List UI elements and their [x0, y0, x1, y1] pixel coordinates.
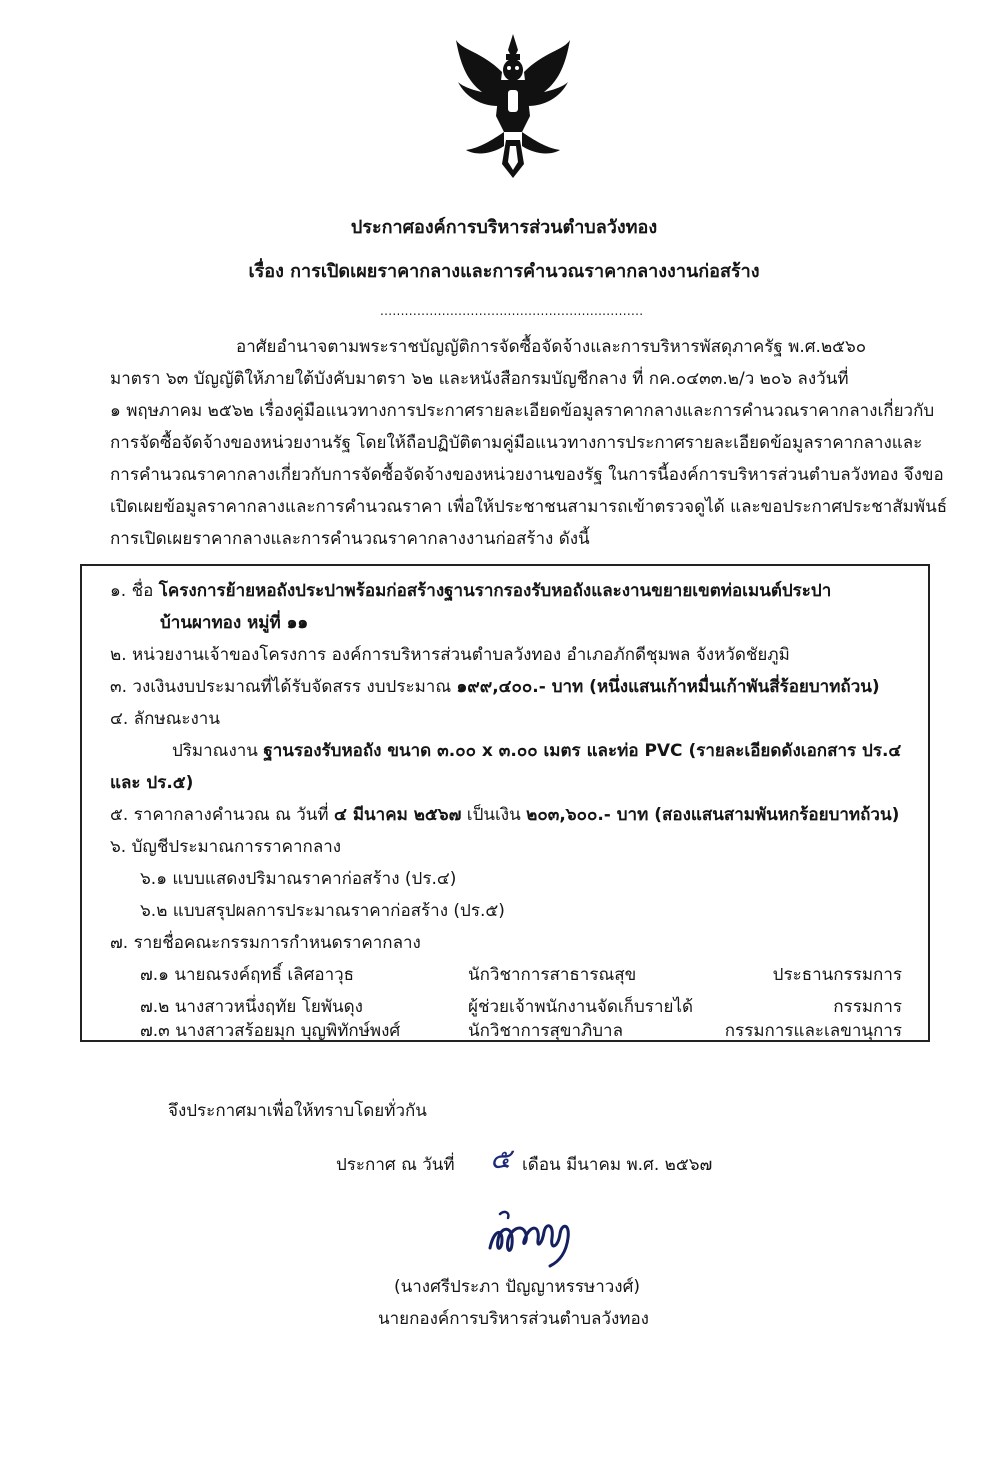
document-title: ประกาศองค์การบริหารส่วนตำบลวังทอง [350, 217, 658, 238]
intro-line: เปิดเผยข้อมูลราคากลางและการคำนวณราคา เพื่อให้ประชาชนสามารถเข้าตรวจดูได้ และขอประกาศประชาสัมพันธ์ [110, 497, 948, 517]
item-4-detail [172, 740, 901, 762]
signature-image [480, 1200, 580, 1270]
intro-line: อาศัยอำนาจตามพระราชบัญญัติการจัดซื้อจัดจ้างและการบริหารพัสดุภาครัฐ พ.ศ.๒๕๖๐ [236, 337, 867, 357]
item-1 [110, 580, 831, 602]
item-4-detail-cont: และ ปร.๕) [110, 773, 194, 793]
item-6-2: ๖.๒ แบบสรุปผลการประมาณราคาก่อสร้าง (ปร.๕) [140, 901, 505, 921]
committee-position: นักวิชาการสาธารณสุข [468, 965, 637, 985]
item-5 [110, 804, 899, 826]
announce-date-prefix: ประกาศ ณ วันที่ [336, 1155, 455, 1175]
title-divider: ................................................................ [380, 304, 644, 318]
item-2: ๒. หน่วยงานเจ้าของโครงการ องค์การบริหารส่วนตำบลวังทอง อำเภอภักดีชุมพล จังหวัดชัยภูมิ [110, 645, 790, 665]
announce-day-handwritten: ๕ [490, 1142, 512, 1175]
document-subject: เรื่อง การเปิดเผยราคากลางและการคำนวณราคากลางงานก่อสร้าง [248, 261, 760, 282]
announcement-text: จึงประกาศมาเพื่อให้ทราบโดยทั่วกัน [168, 1101, 427, 1121]
item-4-detail-prefix: ปริมาณงาน [172, 741, 264, 761]
intro-line: มาตรา ๖๓ บัญญัติให้ภายใต้บังคับมาตรา ๖๒ และหนังสือกรมบัญชีกลาง ที่ กค.๐๔๓๓.๒/ว ๒๐๖ ลงวันที่ [110, 369, 849, 389]
project-name-cont: บ้านผาทอง หมู่ที่ ๑๑ [160, 613, 309, 633]
committee-name: ๗.๓ นางสาวสร้อยมุก บุญพิทักษ์พงศ์ [140, 1021, 401, 1041]
work-quantity: ฐานรองรับหอถัง ขนาด ๓.๐๐ x ๓.๐๐ เมตร และท่อ PVC (รายละเอียดดังเอกสาร ปร.๔ [263, 741, 902, 761]
committee-position: ผู้ช่วยเจ้าพนักงานจัดเก็บรายได้ [468, 997, 694, 1017]
median-price: ๒๐๓,๖๐๐.- บาท (สองแสนสามพันหกร้อยบาทถ้วน) [526, 805, 900, 825]
committee-name: ๗.๒ นางสาวหนึ่งฤทัย โยพันดุง [140, 997, 363, 1017]
committee-role: ประธานกรรมการ [772, 965, 902, 985]
item-3 [110, 676, 880, 698]
item-7: ๗. รายชื่อคณะกรรมการกำหนดราคากลาง [110, 933, 421, 953]
item-1-prefix: ๑. ชื่อ [110, 581, 159, 601]
committee-position: นักวิชาการสุขาภิบาล [468, 1021, 624, 1041]
item-4: ๔. ลักษณะงาน [110, 709, 220, 729]
project-name: โครงการย้ายหอถังประปาพร้อมก่อสร้างฐานรากรองรับหอถังและงานขยายเขตท่อเมนต์ประปา [158, 581, 832, 601]
announce-date-suffix: เดือน มีนาคม พ.ศ. ๒๕๖๗ [522, 1155, 713, 1175]
intro-line: การจัดซื้อจัดจ้างของหน่วยงานรัฐ โดยให้ถือปฏิบัติตามคู่มือแนวทางการประกาศรายละเอียดข้อมูลราคากลางและ [110, 433, 923, 453]
intro-line: การเปิดเผยราคากลางและการคำนวณราคากลางงานก่อสร้าง ดังนี้ [110, 529, 590, 549]
calc-date: ๔ มีนาคม ๒๕๖๗ [334, 805, 462, 825]
committee-role: กรรมการ [833, 997, 902, 1017]
garuda-emblem-icon [452, 32, 574, 182]
intro-line: ๑ พฤษภาคม ๒๕๖๒ เรื่องคู่มือแนวทางการประกาศรายละเอียดข้อมูลราคากลางและการคำนวณราคากลางเกี่ยวกับ [110, 401, 935, 421]
item-5-mid: เป็นเงิน [461, 805, 527, 825]
budget-amount: ๑๙๙,๔๐๐.- บาท (หนึ่งแสนเก้าหมื่นเก้าพันสี่ร้อยบาทถ้วน) [456, 677, 880, 697]
committee-name: ๗.๑ นายณรงค์ฤทธิ์ เลิศอาวุธ [140, 965, 355, 985]
item-6: ๖. บัญชีประมาณการราคากลาง [110, 837, 342, 857]
item-3-prefix: ๓. วงเงินงบประมาณที่ได้รับจัดสรร งบประมาณ [110, 677, 457, 697]
item-5-prefix: ๕. ราคากลางคำนวณ ณ วันที่ [110, 805, 335, 825]
intro-line: การคำนวณราคากลางเกี่ยวกับการจัดซื้อจัดจ้างของหน่วยงานของรัฐ ในการนี้องค์การบริหารส่วนตำบลวังทอง จึงขอ [110, 465, 944, 485]
committee-role: กรรมการและเลขานุการ [724, 1021, 902, 1041]
item-6-1: ๖.๑ แบบแสดงปริมาณราคาก่อสร้าง (ปร.๔) [140, 869, 457, 889]
signer-name: (นางศรีประภา ปัญญาหรรษาวงศ์) [394, 1277, 641, 1297]
signer-title: นายกองค์การบริหารส่วนตำบลวังทอง [378, 1309, 649, 1329]
